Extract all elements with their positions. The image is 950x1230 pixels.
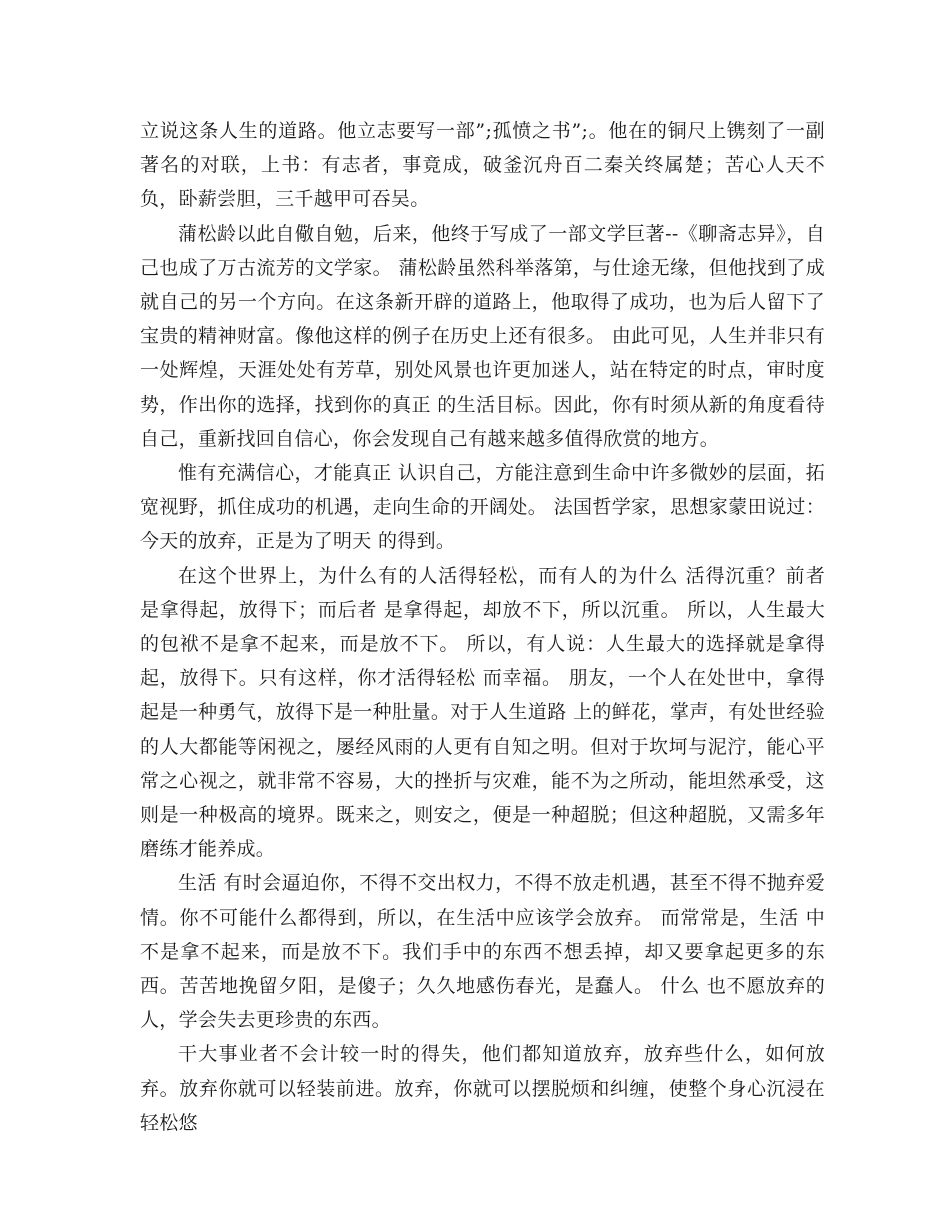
paragraph-6: 干大事业者不会计较一时的得失，他们都知道放弃，放弃些什么，如何放弃。放弃你就可以轻装前进。放弃，你就可以摆脱烦和纠缠，使整个身心沉浸在轻松悠 (140, 1043, 825, 1134)
document-body (140, 114, 825, 1140)
paragraph-1: 立说这条人生的道路。他立志要写一部”;孤愤之书”;。他在的铜尺上镌刻了一副著名的对联，上书：有志者，事竟成，破釜沉舟百二秦关终属楚；苦心人天不负，卧薪尝胆，三千越甲可吞吴。 (140, 120, 825, 211)
paragraph-2: 蒲松龄以此自儆自勉，后来，他终于写成了一部文学巨著--《聊斋志异》，自己也成了万古流芳的文学家。 蒲松龄虽然科举落第，与仕途无缘，但他找到了成就自己的另一个方向。在这条新开辟的道路上，他取得了成功，也为后人留下了宝贵的精神财富。像他这样的例子在历史上还有很多。 由此可见，人生并非只有一处辉煌，天涯处处有芳草，别处风景也许更加迷人，站在特定的时点，审时度势，作出你的选择，找到你的真正 的生活目标。因此，你有时须从新的角度看待自己，重新找回自信心，你会发现自己有越来越多值得欣赏的地方。 (140, 222, 825, 450)
paragraph-4: 在这个世界上，为什么有的人活得轻松，而有人的为什么 活得沉重？前者 是拿得起，放得下；而后者 是拿得起，却放不下，所以沉重。 所以，人生最大 的包袱不是拿不起来，而是放不下。 所以，有人说：人生最大的选择就是拿得起，放得下。只有这样，你才活得轻松 而幸福。 朋友，一个人在处世中，拿得起是一种勇气，放得下是一种肚量。对于人生道路 上的鲜花，掌声，有处世经验的人大都能等闲视之，屡经风雨的人更有自知之明。但对于坎坷与泥泞，能心平常之心视之，就非常不容易，大的挫折与灾难，能不为之所动，能坦然承受，这则是一种极高的境界。既来之，则安之，便是一种超脱；但这种超脱，又需多年磨练才能养成。 (140, 564, 825, 861)
paragraph-5: 生活 有时会逼迫你，不得不交出权力，不得不放走机遇，甚至不得不抛弃爱情。你不可能什么都得到，所以，在生活中应该学会放弃。 而常常是，生活 中不是拿不起来，而是放不下。我们手中的东西不想丢掉，却又要拿起更多的东西。苦苦地挽留夕阳，是傻子；久久地感伤春光，是蠢人。 什么 也不愿放弃的人，学会失去更珍贵的东西。 (140, 872, 825, 1032)
paragraph-3: 惟有充满信心，才能真正 认识自己，方能注意到生命中许多微妙的层面，拓宽视野，抓住成功的机遇，走向生命的开阔处。 法国哲学家，思想家蒙田说过：今天的放弃，正是为了明天 的得到。 (140, 462, 825, 553)
